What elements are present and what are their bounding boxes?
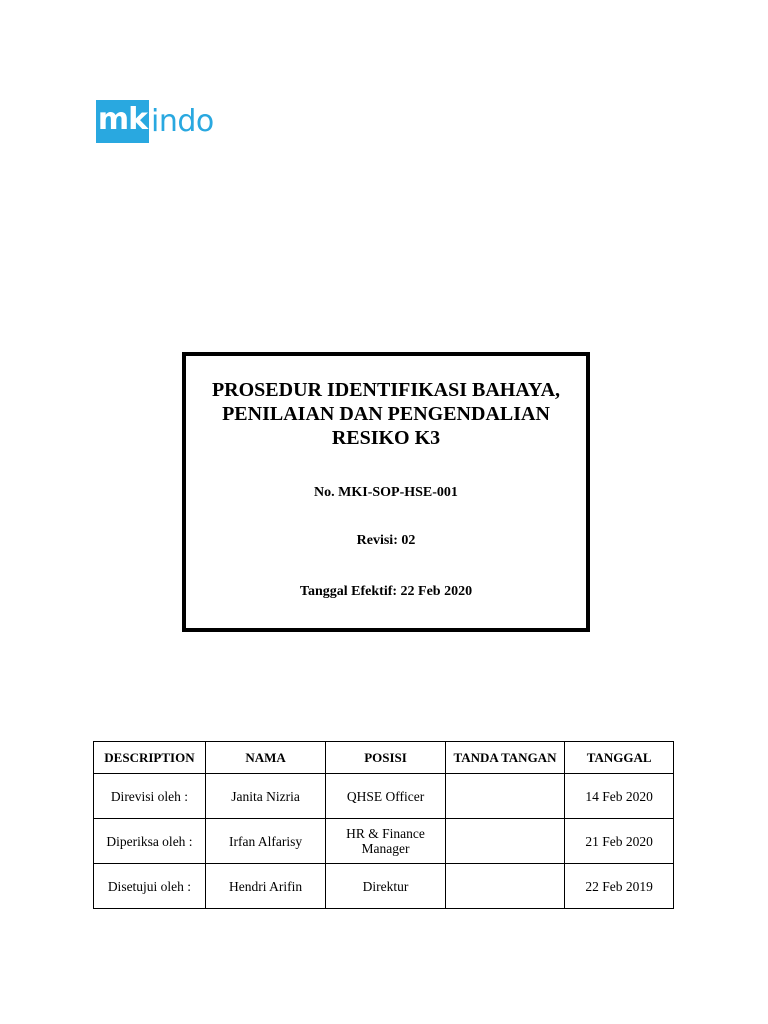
cell-posisi: HR & Finance Manager <box>326 819 445 864</box>
title-line: PROSEDUR IDENTIFIKASI BAHAYA, <box>211 379 561 401</box>
title-line: RESIKO K3 <box>331 427 441 449</box>
document-title <box>186 378 586 450</box>
document-number: No. MKI-SOP-HSE-001 <box>314 485 458 500</box>
effective-date: Tanggal Efektif: 22 Feb 2020 <box>299 584 473 599</box>
table-header-row <box>94 742 674 774</box>
cell-signature <box>445 774 565 819</box>
header-tanda-tangan: TANDA TANGAN <box>445 742 565 774</box>
cell-description: Diperiksa oleh : <box>94 819 206 864</box>
cell-nama: Janita Nizria <box>205 774 325 819</box>
cell-nama: Hendri Arifin <box>205 864 325 909</box>
cell-tanggal: 14 Feb 2020 <box>565 774 674 819</box>
table-row <box>94 864 674 909</box>
header-posisi: POSISI <box>326 742 445 774</box>
revision-number: Revisi: 02 <box>356 533 416 548</box>
cell-nama: Irfan Alfarisy <box>205 819 325 864</box>
title-line: PENILAIAN DAN PENGENDALIAN <box>222 403 550 425</box>
cell-posisi: Direktur <box>326 864 445 909</box>
header-nama: NAMA <box>205 742 325 774</box>
cell-signature <box>445 864 565 909</box>
logo-text: indo <box>151 104 214 139</box>
table-row <box>94 774 674 819</box>
cell-tanggal: 21 Feb 2020 <box>565 819 674 864</box>
cell-tanggal: 22 Feb 2019 <box>565 864 674 909</box>
header-description: DESCRIPTION <box>94 742 206 774</box>
company-logo <box>96 100 214 143</box>
cell-description: Disetujui oleh : <box>94 864 206 909</box>
cell-signature <box>445 819 565 864</box>
document-title-box <box>182 352 590 632</box>
cell-posisi: QHSE Officer <box>326 774 445 819</box>
cell-description: Direvisi oleh : <box>94 774 206 819</box>
approval-table <box>93 741 674 909</box>
header-tanggal: TANGGAL <box>565 742 674 774</box>
logo-mark: mk <box>96 100 149 143</box>
table-row <box>94 819 674 864</box>
